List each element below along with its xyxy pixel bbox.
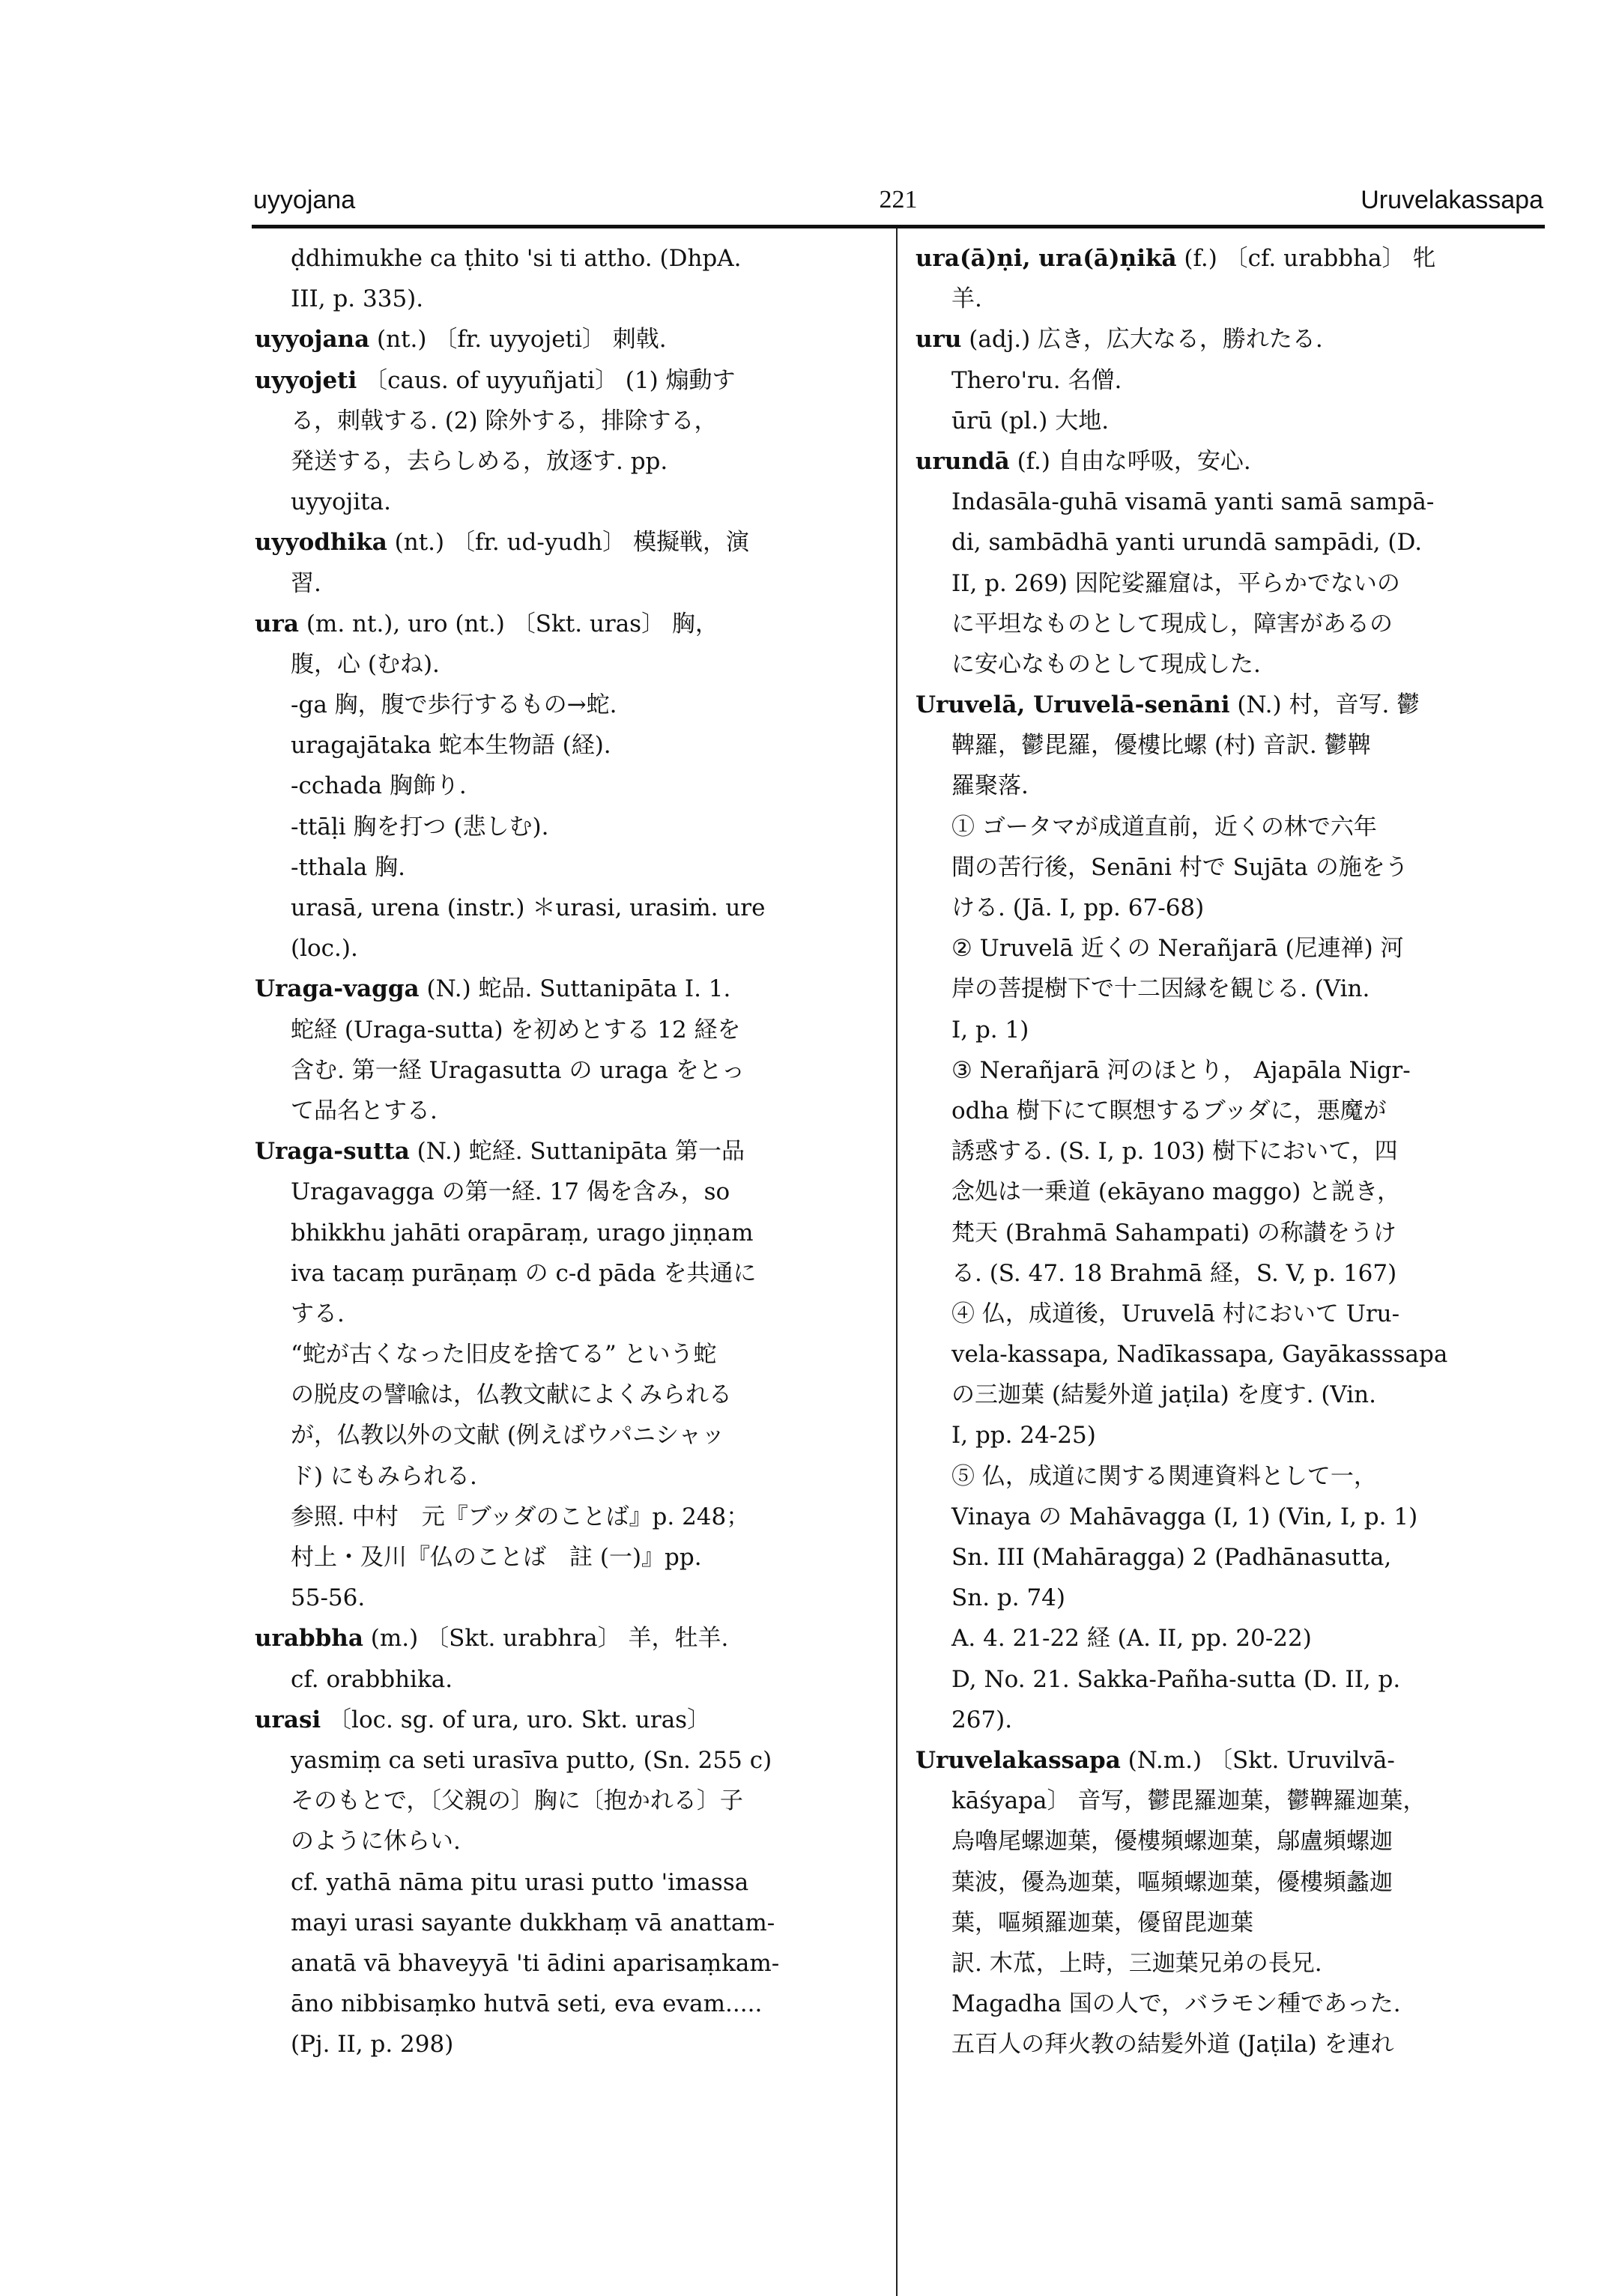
entry-text: (nt.) 〔fr. uyyojeti〕 刺戟. — [369, 326, 667, 354]
entry-text: (f.) 〔cf. urabbha〕 牝 — [1176, 245, 1436, 272]
entry-text: yasmiṃ ca seti urasīva putto, (Sn. 255 c) — [291, 1746, 772, 1774]
entry-text: Sn. p. 74) — [951, 1584, 1066, 1612]
headword: urundā — [916, 447, 1010, 475]
entry-text: 五百人の拜火教の結髪外道 (Jaṭila) を連れ — [951, 2031, 1394, 2059]
entry-headword-line — [916, 1740, 1543, 1781]
column-divider — [896, 228, 898, 2296]
entry-text-line — [916, 766, 1543, 806]
entry-text: 〔caus. of uyyuñjati〕 (1) 煽動す — [357, 366, 736, 394]
entry-text-line — [916, 1253, 1543, 1294]
entry-text-line — [255, 401, 878, 441]
entry-text: 267). — [951, 1706, 1013, 1733]
entry-text-line — [916, 1091, 1543, 1131]
entry-text: 〔loc. sg. of ura, uro. Skt. uras〕 — [321, 1706, 711, 1733]
entry-text: ② Uruvelā 近くの Nerañjarā (尼連禅) 河 — [951, 935, 1404, 963]
entry-text: -tthala 胸. — [291, 853, 405, 881]
entry-text: urasā, urena (instr.) ＊urasi, urasiṁ. ure — [291, 894, 766, 921]
entry-text-line — [255, 928, 878, 969]
entry-text-line — [916, 1213, 1543, 1253]
entry-text: di, sambādhā yanti urundā sampādi, (D. — [951, 529, 1423, 557]
entry-text-line — [916, 1375, 1543, 1415]
entry-text: 葉，嘔頻羅迦葉，優留毘迦葉 — [951, 1909, 1253, 1936]
header-left-guideword: uyyojana — [253, 186, 356, 214]
entry-text: Indasāla-guhā visamā yanti samā sampā- — [951, 488, 1435, 516]
entry-text: (loc.). — [291, 935, 358, 963]
entry-text-line — [916, 1578, 1543, 1618]
entry-text-line — [255, 1537, 878, 1578]
entry-text: そのもとで，〔父親の〕胸に〔抱かれる〕子 — [291, 1787, 743, 1815]
entry-text: III, p. 335). — [291, 285, 424, 313]
headword: ura — [255, 610, 299, 637]
entry-text: -ga 胸，腹で歩行するもの→蛇. — [291, 691, 617, 719]
entry-text: 参照. 中村 元『ブッダのことば』p. 248； — [291, 1503, 750, 1530]
entry-text-line — [916, 644, 1543, 685]
entry-text-line — [255, 847, 878, 888]
entry-text-line — [255, 1456, 878, 1497]
entry-text: 村上・及川『仏のことば 註 (一)』pp. — [291, 1544, 702, 1571]
entry-text: (m. nt.), uro (nt.) 〔Skt. uras〕 胸， — [298, 610, 718, 637]
entry-text: る. (S. 47. 18 Brahmā 経，S. V, p. 167) — [951, 1259, 1397, 1287]
entry-text: āno nibbisaṃko hutvā seti, eva evam..... — [291, 1990, 763, 2018]
entry-text: 烏嚕尾螺迦葉，優樓頻螺迦葉，鄔盧頻螺迦 — [951, 1828, 1393, 1856]
entry-text-line — [916, 360, 1543, 401]
entry-text-line — [255, 1862, 878, 1903]
headword: urasi — [255, 1706, 321, 1733]
entry-headword-line — [255, 1618, 878, 1659]
entry-text: ド) にもみられる. — [291, 1462, 477, 1490]
entry-text: 訳. 木苽，上時，三迦葉兄弟の長兄. — [951, 1949, 1322, 1977]
right-column — [916, 238, 1543, 2065]
entry-text: Sn. III (Mahāragga) 2 (Padhānasutta, — [951, 1544, 1392, 1571]
entry-headword-line — [916, 319, 1543, 360]
entry-text: ūrū (pl.) 大地. — [951, 407, 1110, 434]
entry-text-line — [255, 888, 878, 928]
entry-text: 習. — [291, 569, 321, 597]
entry-text: 鞞羅，鬱毘羅，優樓比螺 (村) 音訳. 鬱鞞 — [951, 732, 1371, 760]
left-column — [255, 238, 878, 2065]
entry-text-line — [255, 1821, 878, 1862]
entry-text: 含む. 第一経 Uragasutta の uraga をとっ — [291, 1056, 745, 1084]
entry-text: I, pp. 24-25) — [951, 1422, 1096, 1450]
entry-text-line — [916, 1497, 1543, 1537]
entry-text: のように休らい. — [291, 1828, 461, 1856]
entry-text-line — [916, 2024, 1543, 2065]
entry-text: vela-kassapa, Nadīkassapa, Gayākasssapa — [951, 1341, 1448, 1369]
entry-text-line — [255, 279, 878, 319]
headword: Uruvelakassapa — [916, 1746, 1121, 1774]
page-number: 221 — [879, 186, 918, 213]
entry-text-line — [916, 1700, 1543, 1740]
entry-headword-line — [255, 1700, 878, 1740]
entry-text: の脱皮の譬喩は，仏教文献によくみられる — [291, 1381, 732, 1409]
headword: uyyodhika — [255, 529, 387, 557]
entry-text-line — [255, 482, 878, 522]
entry-text: 念処は一乗道 (ekāyano maggo) と説き， — [951, 1178, 1400, 1206]
page-header — [253, 180, 1543, 226]
entry-text-line — [255, 644, 878, 685]
entry-text: (N.) 蛇品. Suttanipāta I. 1. — [419, 975, 731, 1003]
entry-text-line — [916, 807, 1543, 847]
entry-text: “蛇が古くなった旧皮を捨てる” という蛇 — [291, 1341, 717, 1369]
entry-text-line — [916, 1943, 1543, 1984]
entry-text-line — [255, 1375, 878, 1415]
entry-text-line — [916, 604, 1543, 644]
entry-text-line — [255, 1659, 878, 1700]
entry-text-line — [255, 807, 878, 847]
entry-text: uyyojita. — [291, 488, 391, 516]
entry-text: -ttāḷi 胸を打つ (悲しむ). — [291, 813, 549, 840]
entry-text-line — [916, 1659, 1543, 1700]
entry-text-line — [255, 1740, 878, 1781]
entry-text-line — [916, 847, 1543, 888]
entry-text-line — [255, 1781, 878, 1821]
entry-text-line — [916, 1131, 1543, 1172]
entry-text: ① ゴータマが成道直前，近くの林で六年 — [951, 813, 1377, 840]
entry-text: の三迦葉 (結髪外道 jaṭila) を度す. (Vin. — [951, 1381, 1376, 1409]
entry-text-line — [255, 685, 878, 725]
entry-text: iva tacaṃ purāṇaṃ の c-d pāda を共通に — [291, 1259, 757, 1287]
entry-text: Thero'ru. 名僧. — [951, 366, 1122, 394]
entry-headword-line — [916, 238, 1543, 279]
entry-text-line — [255, 1984, 878, 2024]
entry-text-line — [916, 279, 1543, 319]
entry-text: に平坦なものとして現成し，障害があるの — [951, 610, 1393, 637]
entry-text-line — [916, 1334, 1543, 1375]
entry-text-line — [916, 1172, 1543, 1212]
entry-text-line — [916, 1456, 1543, 1497]
entry-text-line — [255, 1253, 878, 1294]
entry-text-line — [916, 1294, 1543, 1334]
entry-text: て品名とする. — [291, 1097, 438, 1124]
entry-text-line — [916, 725, 1543, 766]
entry-text-line — [255, 1497, 878, 1537]
entry-text-line — [255, 1050, 878, 1091]
entry-text-line — [916, 522, 1543, 563]
entry-text-line — [916, 563, 1543, 604]
entry-text: Uragavagga の第一経. 17 偈を含み，so — [291, 1178, 730, 1206]
entry-text: -cchada 胸飾り. — [291, 772, 467, 800]
entry-text-line — [255, 1334, 878, 1375]
entry-text-line — [255, 238, 878, 279]
entry-text-line — [916, 1010, 1543, 1050]
entry-text: D, No. 21. Sakka-Pañha-sutta (D. II, p. — [951, 1665, 1401, 1693]
entry-text-line — [916, 1050, 1543, 1091]
entry-text-line — [255, 2024, 878, 2065]
entry-text: cf. orabbhika. — [291, 1665, 453, 1693]
headword: uyyojeti — [255, 366, 357, 394]
entry-text-line — [916, 1862, 1543, 1903]
entry-text: ⑤ 仏，成道に関する関連資料として一， — [951, 1462, 1377, 1490]
entry-text: ḍdhimukhe ca ṭhito 'si ti attho. (DhpA. — [291, 245, 742, 272]
entry-text-line — [916, 888, 1543, 928]
entry-text: に安心なものとして現成した. — [951, 650, 1261, 678]
entry-text-line — [255, 1091, 878, 1131]
entry-text: る，刺戟する. (2) 除外する，排除する， — [291, 407, 718, 434]
entry-text: odha 樹下にて瞑想するブッダに，悪魔が — [951, 1097, 1387, 1124]
entry-text: ける. (Jā. I, pp. 67-68) — [951, 894, 1205, 921]
entry-text: anatā vā bhaveyyā 'ti ādini aparisaṃkam- — [291, 1949, 780, 1977]
entry-text-line — [255, 1578, 878, 1618]
entry-text: bhikkhu jahāti orapāraṃ, urago jiṇṇam — [291, 1219, 754, 1247]
entry-text: (f.) 自由な呼吸，安心. — [1009, 447, 1251, 475]
entry-text: A. 4. 21-22 経 (A. II, pp. 20-22) — [951, 1625, 1312, 1653]
header-right-guideword: Uruvelakassapa — [1361, 186, 1543, 214]
entry-text-line — [255, 1294, 878, 1334]
entry-text-line — [255, 1172, 878, 1212]
headword: uru — [916, 326, 962, 354]
entry-text-line — [255, 725, 878, 766]
headword: Uraga-vagga — [255, 975, 420, 1003]
entry-text: 間の苦行後，Senāni 村で Sujāta の施をう — [951, 853, 1408, 881]
entry-text: 羊. — [951, 285, 982, 313]
entry-text-line — [916, 1537, 1543, 1578]
entry-text-line — [255, 1903, 878, 1943]
entry-text: 岸の菩提樹下で十二因縁を観じる. (Vin. — [951, 975, 1370, 1003]
entry-text: (N.m.) 〔Skt. Uruvilvā- — [1120, 1746, 1395, 1774]
header-rule — [252, 225, 1545, 228]
entry-text-line — [255, 441, 878, 482]
entry-text: 梵天 (Brahmā Sahampati) の称讃をうけ — [951, 1219, 1396, 1247]
entry-text-line — [916, 1781, 1543, 1821]
headword: ura(ā)ṇi, ura(ā)ṇikā — [916, 245, 1177, 272]
entry-text: Magadha 国の人で，バラモン種であった. — [951, 1990, 1401, 2018]
headword: Uraga-sutta — [255, 1138, 410, 1166]
entry-text-line — [916, 969, 1543, 1009]
entry-text: 葉波，優為迦葉，嘔頻螺迦葉，優樓頻蠡迦 — [951, 1868, 1393, 1896]
entry-text: ④ 仏，成道後，Uruvelā 村において Uru- — [951, 1300, 1400, 1327]
entry-text-line — [916, 1821, 1543, 1862]
entry-headword-line — [255, 1131, 878, 1172]
entry-text-line — [916, 1618, 1543, 1659]
entry-text-line — [255, 766, 878, 806]
entry-text-line — [916, 1903, 1543, 1943]
entry-text: II, p. 269) 因陀娑羅窟は，平らかでないの — [951, 569, 1400, 597]
entry-text: (adj.) 広き，広大なる，勝れたる. — [961, 326, 1323, 354]
entry-text: (N.) 村，音写. 鬱 — [1229, 691, 1420, 719]
entry-text: 誘惑する. (S. I, p. 103) 樹下において，四 — [951, 1138, 1398, 1166]
entry-text: (m.) 〔Skt. urabhra〕 羊，牡羊. — [363, 1625, 729, 1653]
entry-text-line — [255, 1010, 878, 1050]
entry-text: I, p. 1) — [951, 1016, 1029, 1044]
entry-text: 腹，心 (むね). — [291, 650, 440, 678]
entry-text: する. — [291, 1300, 345, 1327]
entry-text: Vinaya の Mahāvagga (I, 1) (Vin, I, p. 1) — [951, 1503, 1418, 1530]
entry-headword-line — [255, 319, 878, 360]
entry-text: ③ Nerañjarā 河のほとり， Ajapāla Nigr- — [951, 1056, 1411, 1084]
entry-text: (N.) 蛇経. Suttanipāta 第一品 — [409, 1138, 745, 1166]
headword: Uruvelā, Uruvelā-senāni — [916, 691, 1230, 719]
entry-text-line — [255, 563, 878, 604]
entry-text: 羅聚落. — [951, 772, 1029, 800]
entry-text: mayi urasi sayante dukkhaṃ vā anattam- — [291, 1909, 775, 1936]
entry-headword-line — [255, 522, 878, 563]
entry-text: 蛇経 (Uraga-sutta) を初めとする 12 経を — [291, 1016, 741, 1044]
entry-text: 55-56. — [291, 1584, 366, 1612]
entry-headword-line — [255, 969, 878, 1009]
headword: urabbha — [255, 1625, 363, 1653]
entry-text: 発送する，去らしめる，放逐す. pp. — [291, 447, 668, 475]
entry-text-line — [916, 482, 1543, 522]
entry-text-line — [255, 1213, 878, 1253]
entry-text: (Pj. II, p. 298) — [291, 2031, 454, 2059]
entry-headword-line — [916, 441, 1543, 482]
entry-text-line — [916, 1415, 1543, 1456]
entry-text-line — [255, 1415, 878, 1456]
entry-text: cf. yathā nāma pitu urasi putto 'imassa — [291, 1868, 749, 1896]
entry-headword-line — [255, 360, 878, 401]
headword: uyyojana — [255, 326, 370, 354]
entry-text-line — [916, 928, 1543, 969]
entry-text: kāśyapa〕 音写，鬱毘羅迦葉，鬱鞞羅迦葉， — [951, 1787, 1426, 1815]
entry-text: (nt.) 〔fr. ud-yudh〕 模擬戦，演 — [387, 529, 749, 557]
entry-text-line — [916, 1984, 1543, 2024]
entry-headword-line — [916, 685, 1543, 725]
entry-headword-line — [255, 604, 878, 644]
entry-text-line — [916, 401, 1543, 441]
entry-text: uragajātaka 蛇本生物語 (経). — [291, 732, 611, 760]
entry-text-line — [255, 1943, 878, 1984]
entry-text: が，仏教以外の文献 (例えばウパニシャッ — [291, 1422, 725, 1450]
